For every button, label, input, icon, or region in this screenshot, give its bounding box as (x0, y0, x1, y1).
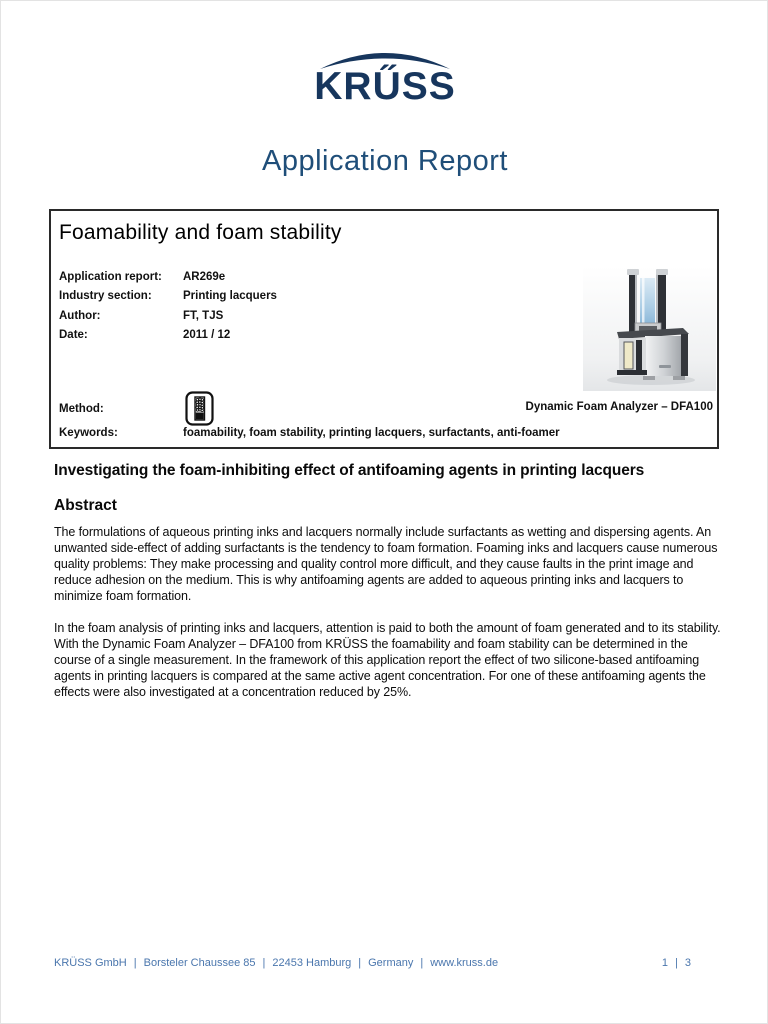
page-title: Application Report (262, 145, 508, 177)
method-label: Method: (59, 403, 104, 415)
info-box-title: Foamability and foam stability (59, 221, 342, 244)
article (54, 459, 724, 700)
footer-separator: | (358, 957, 362, 969)
keywords-label: Keywords: (59, 427, 118, 439)
footer-country: Germany (368, 957, 414, 969)
foam-column-icon (185, 391, 214, 431)
page-footer (1, 957, 768, 977)
field-value: Printing lacquers (183, 290, 277, 303)
field-value: AR269e (183, 270, 226, 283)
field-label: Industry section: (59, 290, 152, 303)
footer-separator: | (262, 957, 266, 969)
abstract-paragraph-1: The formulations of aqueous printing inks and lacquers normally include surfactants as wetting and dispersing agents. An unwanted side-effect of adding surfactants is the tendency to foam formation. Foaming inks and lacquers cause numerous quality problems: They make processing and quality control more difficult, and they cause faults in the print image and reduce adhesion on the medium. This is why antifoaming agents are added to aqueous printing inks and lacquers to minimize foam formation. (54, 525, 718, 603)
metadata-fields (59, 267, 277, 345)
logo-text: KRŰSS (314, 65, 456, 108)
field-industry-section (59, 287, 277, 307)
field-value: FT, TJS (183, 309, 224, 322)
info-box (49, 209, 719, 449)
website-link[interactable]: www.kruss.de (430, 957, 499, 969)
article-heading: Investigating the foam-inhibiting effect of antifoaming agents in printing lacquers (54, 462, 645, 479)
footer-company: KRÜSS GmbH (54, 957, 127, 969)
field-label: Date: (59, 329, 88, 342)
footer-separator: | (133, 957, 137, 969)
field-date (59, 326, 277, 346)
page-number (662, 957, 691, 969)
footer-street: Borsteler Chaussee 85 (143, 957, 256, 969)
method-value: Dynamic Foam Analyzer – DFA100 (525, 401, 713, 413)
page-current: 1 (661, 957, 669, 969)
field-label: Application report: (59, 270, 162, 283)
footer-address (54, 957, 498, 969)
keywords-value: foamability, foam stability, printing lacquers, surfactants, anti-foamer (183, 427, 560, 439)
footer-separator: | (420, 957, 424, 969)
field-author (59, 306, 277, 326)
kruss-logo (1, 47, 768, 106)
abstract-paragraph-2: In the foam analysis of printing inks and lacquers, attention is paid to both the amount of foam generated and to its stability. With the Dynamic Foam Analyzer – DFA100 from KRÜSS the foamability and foam stability can be determined in the course of a single measurement. In the framework of this application report the effect of two silicone-based antifoaming agents in printing lacquers is compared at the same active agent concentration. For one of these antifoaming agents the effects were also investigated at a concentration reduced by 25%. (54, 621, 721, 699)
field-label: Author: (59, 309, 101, 322)
method-row (59, 389, 713, 429)
field-value: 2011 / 12 (183, 329, 231, 342)
field-application-report (59, 267, 277, 287)
abstract-heading: Abstract (54, 497, 117, 514)
footer-city: 22453 Hamburg (272, 957, 352, 969)
dfa100-instrument-photo (583, 266, 716, 391)
page-total: 3 (684, 957, 691, 969)
page-separator: | (675, 957, 678, 969)
